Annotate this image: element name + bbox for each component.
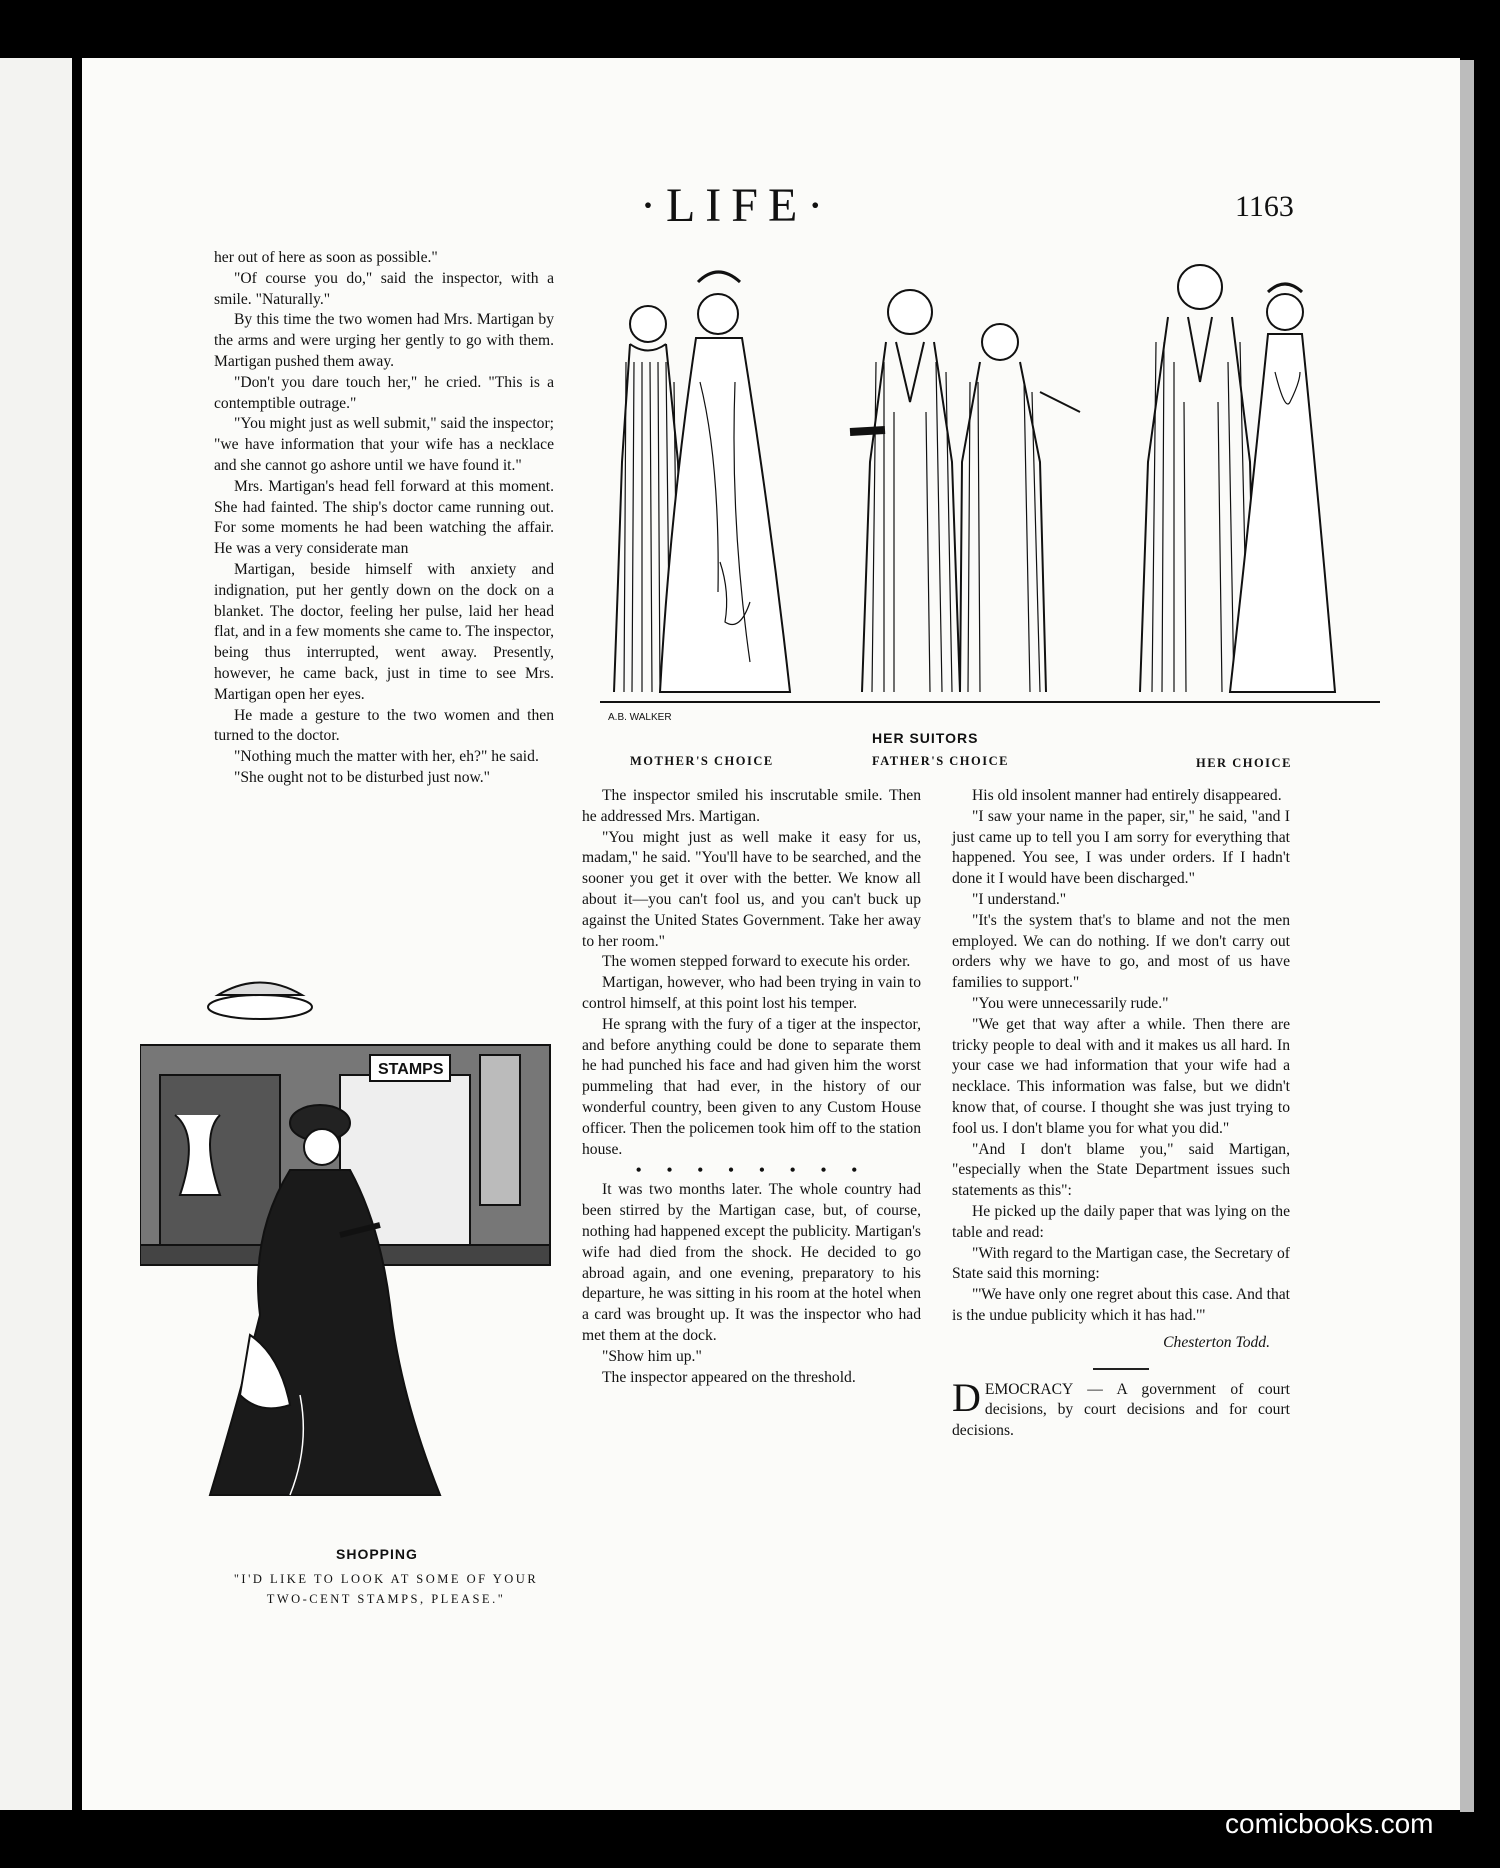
story-column-1 (214, 248, 554, 789)
stamps-sign: STAMPS (378, 1061, 444, 1078)
label-fathers-choice: FATHER'S CHOICE (872, 754, 1009, 768)
watermark: comicbooks.com (1225, 1808, 1434, 1839)
paragraph: Mrs. Martigan's head fell forward at this moment. She had fainted. The ship's doctor came running out. For some moments he had been watching the affair. He was a very considerate man (214, 477, 554, 558)
author-signature: Chesterton Todd. (1163, 1333, 1270, 1351)
shopping-caption-line-2: TWO-CENT STAMPS, PLEASE." (266, 1592, 506, 1606)
paragraph: "She ought not to be disturbed just now." (234, 768, 491, 786)
paragraph: It was two months later. The whole country had been stirred by the Martigan case, but, of course, nothing had happened except the publicity. Martigan's wife had died from the shock. He decided to go abroad again, and one evening, preparatory to his departure, he was sitting in his room at the hotel when a card was brought up. It was the inspector who had met them at the dock. (582, 1181, 921, 1344)
paragraph: "'We have only one regret about this case. And that is the undue publicity which it has had.'" (952, 1286, 1290, 1324)
page-number: 1163 (1235, 190, 1294, 223)
label-mothers-choice: MOTHER'S CHOICE (630, 754, 774, 768)
paragraph: He sprang with the fury of a tiger at the inspector, and before anything could be done to separate them he had punched his face and had given him the worst pummeling that had ever, in the history of our wonderful country, been given to any Custom House officer. Then the policemen took him off to the station house. (582, 1015, 921, 1158)
suitors-caption-title: HER SUITORS (872, 730, 979, 746)
paragraph: "It's the system that's to blame and not the men employed. We can do nothing. If we don't carry out orders why we have to go, and most of us have families to support." (952, 911, 1290, 992)
paragraph: "I understand." (972, 890, 1067, 908)
paragraph: He made a gesture to the two women and then turned to the doctor. (214, 706, 554, 745)
paragraph: He picked up the daily paper that was lying on the table and read: (952, 1202, 1290, 1241)
artist-signature: A.B. WALKER (608, 712, 672, 722)
paragraph: "We get that way after a while. Then there are tricky people to deal with and it makes us all hard. In your case we had information that your wife had a necklace. This information was false, but we didn't know that, of course. I thought she was just trying to fool us. I don't blame you for what you did." (952, 1015, 1290, 1137)
paragraph: "You might just as well make it easy for us, madam," he said. "You'll have to be searched, and the sooner you get it over with the better. We know all about it—you can't fool us, and you can't buck up against the United States Government. Take her away to her room." (582, 828, 921, 950)
paragraph: The inspector appeared on the threshold. (602, 1368, 856, 1386)
story-column-3 (952, 786, 1290, 1442)
masthead: ·LIFE· (640, 179, 834, 232)
story-column-2 (582, 786, 921, 1388)
paragraph: "You were unnecessarily rude." (972, 994, 1169, 1012)
paragraph: The inspector smiled his inscrutable smile. Then he addressed Mrs. Martigan. (582, 787, 921, 825)
shopping-caption-line-1: "I'D LIKE TO LOOK AT SOME OF YOUR (233, 1572, 539, 1586)
paragraph: "You might just as well submit," said the inspector; "we have information that your wife has a necklace and she cannot go ashore until we have found it." (214, 415, 554, 474)
paragraph: His old insolent manner had entirely disappeared. (972, 787, 1282, 804)
paragraph: "And I don't blame you," said Martigan, "especially when the State Department issues such statements as this": (952, 1140, 1290, 1200)
democracy-text: EMOCRACY — A government of court decisions, by court decisions and for court decisions. (952, 1380, 1290, 1440)
divider-rule (1093, 1368, 1149, 1370)
label-her-choice: HER CHOICE (1196, 756, 1292, 770)
paragraph: her out of here as soon as possible." (214, 249, 438, 266)
paragraph: The women stepped forward to execute his order. (602, 953, 911, 971)
drop-cap: D (952, 1374, 981, 1420)
paragraph: Martigan, however, who had been trying in vain to control himself, at this point lost his temper. (582, 974, 921, 1012)
democracy-paragraph (952, 1374, 1290, 1442)
section-break-dots: • • • • • • • • (635, 1160, 868, 1181)
paragraph: "With regard to the Martigan case, the Secretary of State said this morning: (952, 1244, 1290, 1283)
paragraph: "Don't you dare touch her," he cried. "This is a contemptible outrage." (214, 373, 554, 412)
page-edge-shadow (1460, 60, 1474, 1812)
paragraph: By this time the two women had Mrs. Martigan by the arms and were urging her gently to go with them. Martigan pushed them away. (214, 311, 554, 370)
paragraph: Martigan, beside himself with anxiety and indignation, put her gently down on the dock on a blanket. The doctor, feeling her pulse, laid her head flat, and in a few moments she came to. The inspector, being thus interrupted, went away. Presently, however, he came back, just in time to see Mrs. Martigan open her eyes. (214, 560, 554, 703)
facing-page-edge (0, 58, 72, 1810)
her-suitors-illustration (600, 262, 1380, 722)
paragraph: "Show him up." (602, 1347, 702, 1365)
paragraph: "Of course you do," said the inspector, with a smile. "Naturally." (214, 269, 554, 308)
shopping-illustration (140, 975, 560, 1535)
shopping-caption-title: SHOPPING (336, 1546, 418, 1562)
paragraph: "Nothing much the matter with her, eh?" he said. (234, 748, 539, 766)
paragraph: "I saw your name in the paper, sir," he said, "and I just came up to tell you I am sorry for everything that happened. You see, I was under orders. If I hadn't done it I would have been discharged." (952, 807, 1290, 888)
